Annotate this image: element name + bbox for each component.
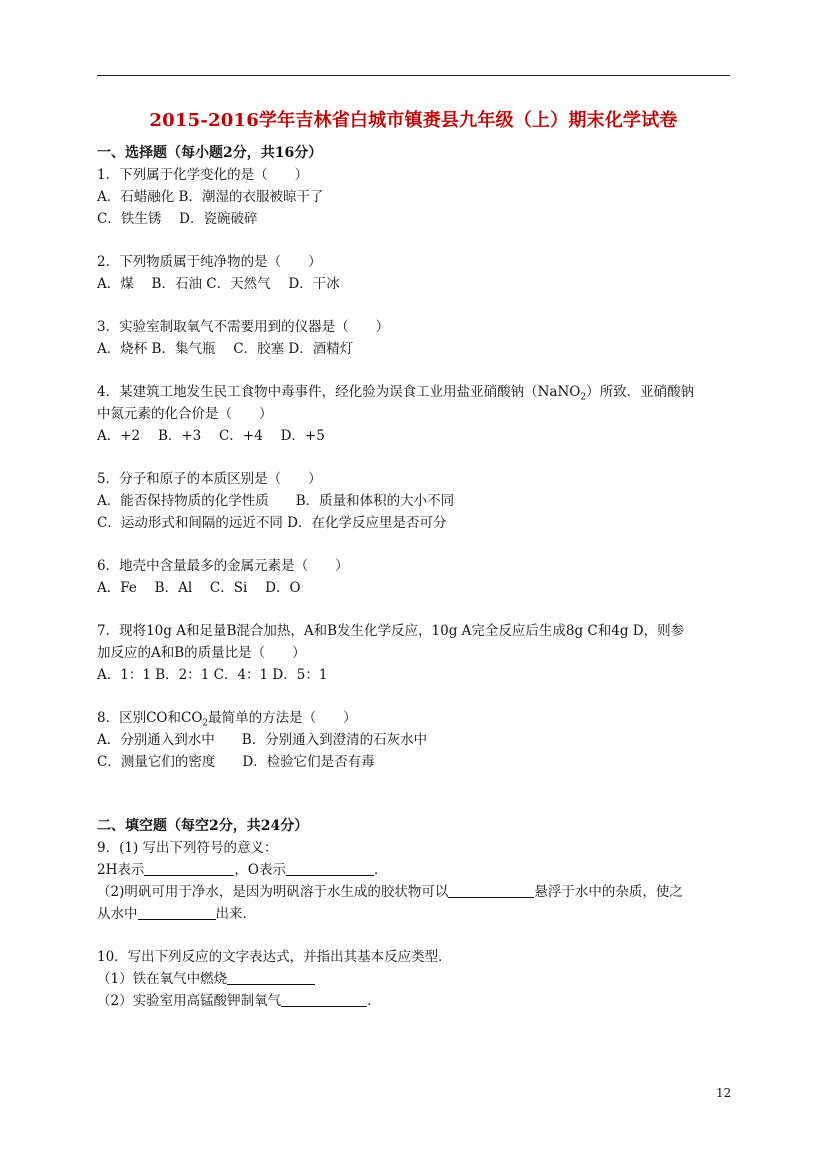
- question-9-part3-text: 从水中: [97, 906, 138, 922]
- question-5-options-a: A．能否保持物质的化学性质 B．质量和体积的大小不同: [97, 493, 455, 509]
- answer-blank[interactable]: [144, 861, 234, 876]
- document-title: 2015-2016学年吉林省白城市镇赉县九年级（上）期末化学试卷: [149, 110, 678, 131]
- question-4-stem-part2: ）所致．亚硝酸钠: [586, 384, 695, 400]
- answer-blank[interactable]: [281, 992, 367, 1007]
- question-8-stem-part2: 最简单的方法是（ ）: [208, 710, 357, 726]
- question-10-part1-text: （1）铁在氧气中燃烧: [97, 971, 228, 987]
- question-6-options: A．Fe B．Al C．Si D．O: [97, 580, 301, 596]
- question-1-options-b: C．铁生锈 D．瓷碗破碎: [97, 211, 258, 227]
- question-2-options: A．煤 B．石油 C．天然气 D．干冰: [97, 276, 340, 292]
- question-10-stem: 10．写出下列反应的文字表达式，并指出其基本反应类型．: [97, 949, 452, 965]
- question-10-part2-end: ．: [367, 993, 381, 1009]
- question-9-part1: [97, 859, 737, 881]
- question-8-stem-part1: 8．区别CO和CO: [97, 710, 203, 726]
- question-8-options-a: A．分别通入到水中 B．分别通入到澄清的石灰水中: [97, 732, 428, 748]
- question-4-stem: [97, 381, 737, 403]
- question-7-stem-line2: 加反应的A和B的质量比是（ ）: [97, 645, 306, 661]
- question-9-part1-text: 2H表示: [97, 862, 145, 878]
- question-4-options: A．+2 B．+3 C．+4 D．+5: [97, 428, 325, 444]
- question-10-part2: [97, 990, 737, 1012]
- answer-blank[interactable]: [227, 970, 315, 985]
- question-9-part2-text2: 悬浮于水中的杂质，使之: [534, 884, 683, 900]
- question-3-options: A．烧杯 B．集气瓶 C．胶塞 D．酒精灯: [97, 341, 354, 357]
- question-9-part3: [97, 903, 737, 925]
- answer-blank[interactable]: [286, 861, 374, 876]
- question-9-part2: [97, 881, 737, 903]
- question-3-stem: 3．实验室制取氧气不需要用到的仪器是（ ）: [97, 319, 390, 335]
- question-9-part3-end: 出来．: [215, 906, 256, 922]
- question-1-options-a: A．石蜡融化 B．潮湿的衣服被晾干了: [97, 189, 324, 205]
- question-10-part1: [97, 968, 737, 990]
- question-4-stem-part1: 4．某建筑工地发生民工食物中毒事件，经化验为误食工业用盐亚硝酸钠（NaNO: [97, 384, 581, 400]
- question-9-part1-text2: ，O表示: [234, 862, 286, 878]
- section-heading-fill: 二、填空题（每空2分，共24分）: [97, 818, 309, 834]
- answer-blank[interactable]: [448, 883, 534, 898]
- question-8-stem: [97, 707, 737, 729]
- section-heading-choice: 一、选择题（每小题2分，共16分）: [97, 145, 323, 161]
- question-7-stem: 7．现将10g A和足量B混合加热，A和B发生化学反应，10g A完全反应后生成8g C和4g D，则参: [97, 623, 685, 639]
- question-4-stem-line2: 中氮元素的化合价是（ ）: [97, 406, 273, 422]
- question-10-part2-text: （2）实验室用高锰酸钾制氧气: [97, 993, 282, 1009]
- exam-content: [97, 142, 737, 1012]
- question-2-stem: 2．下列物质属于纯净物的是（ ）: [97, 254, 322, 270]
- question-9-part1-end: ．: [373, 862, 388, 878]
- page-number: 12: [716, 1086, 732, 1100]
- subscript-2: 2: [202, 718, 209, 729]
- question-5-options-b: C．运动形式和间隔的远近不同 D．在化学反应里是否可分: [97, 515, 447, 531]
- question-6-stem: 6．地壳中含量最多的金属元素是（ ）: [97, 558, 349, 574]
- question-9-stem: 9．(1) 写出下列符号的意义：: [97, 840, 278, 856]
- question-9-part2-text: （2)明矾可用于净水，是因为明矾溶于水生成的胶状物可以: [97, 884, 449, 900]
- header-rule: [97, 75, 730, 76]
- answer-blank[interactable]: [138, 905, 216, 920]
- question-1-stem: 1．下列属于化学变化的是（ ）: [97, 167, 309, 183]
- question-8-options-b: C．测量它们的密度 D．检验它们是否有毒: [97, 754, 375, 770]
- subscript-2: 2: [580, 392, 587, 403]
- question-7-options: A．1：1 B．2：1 C．4：1 D．5：1: [97, 667, 328, 683]
- question-5-stem: 5．分子和原子的本质区别是（ ）: [97, 471, 322, 487]
